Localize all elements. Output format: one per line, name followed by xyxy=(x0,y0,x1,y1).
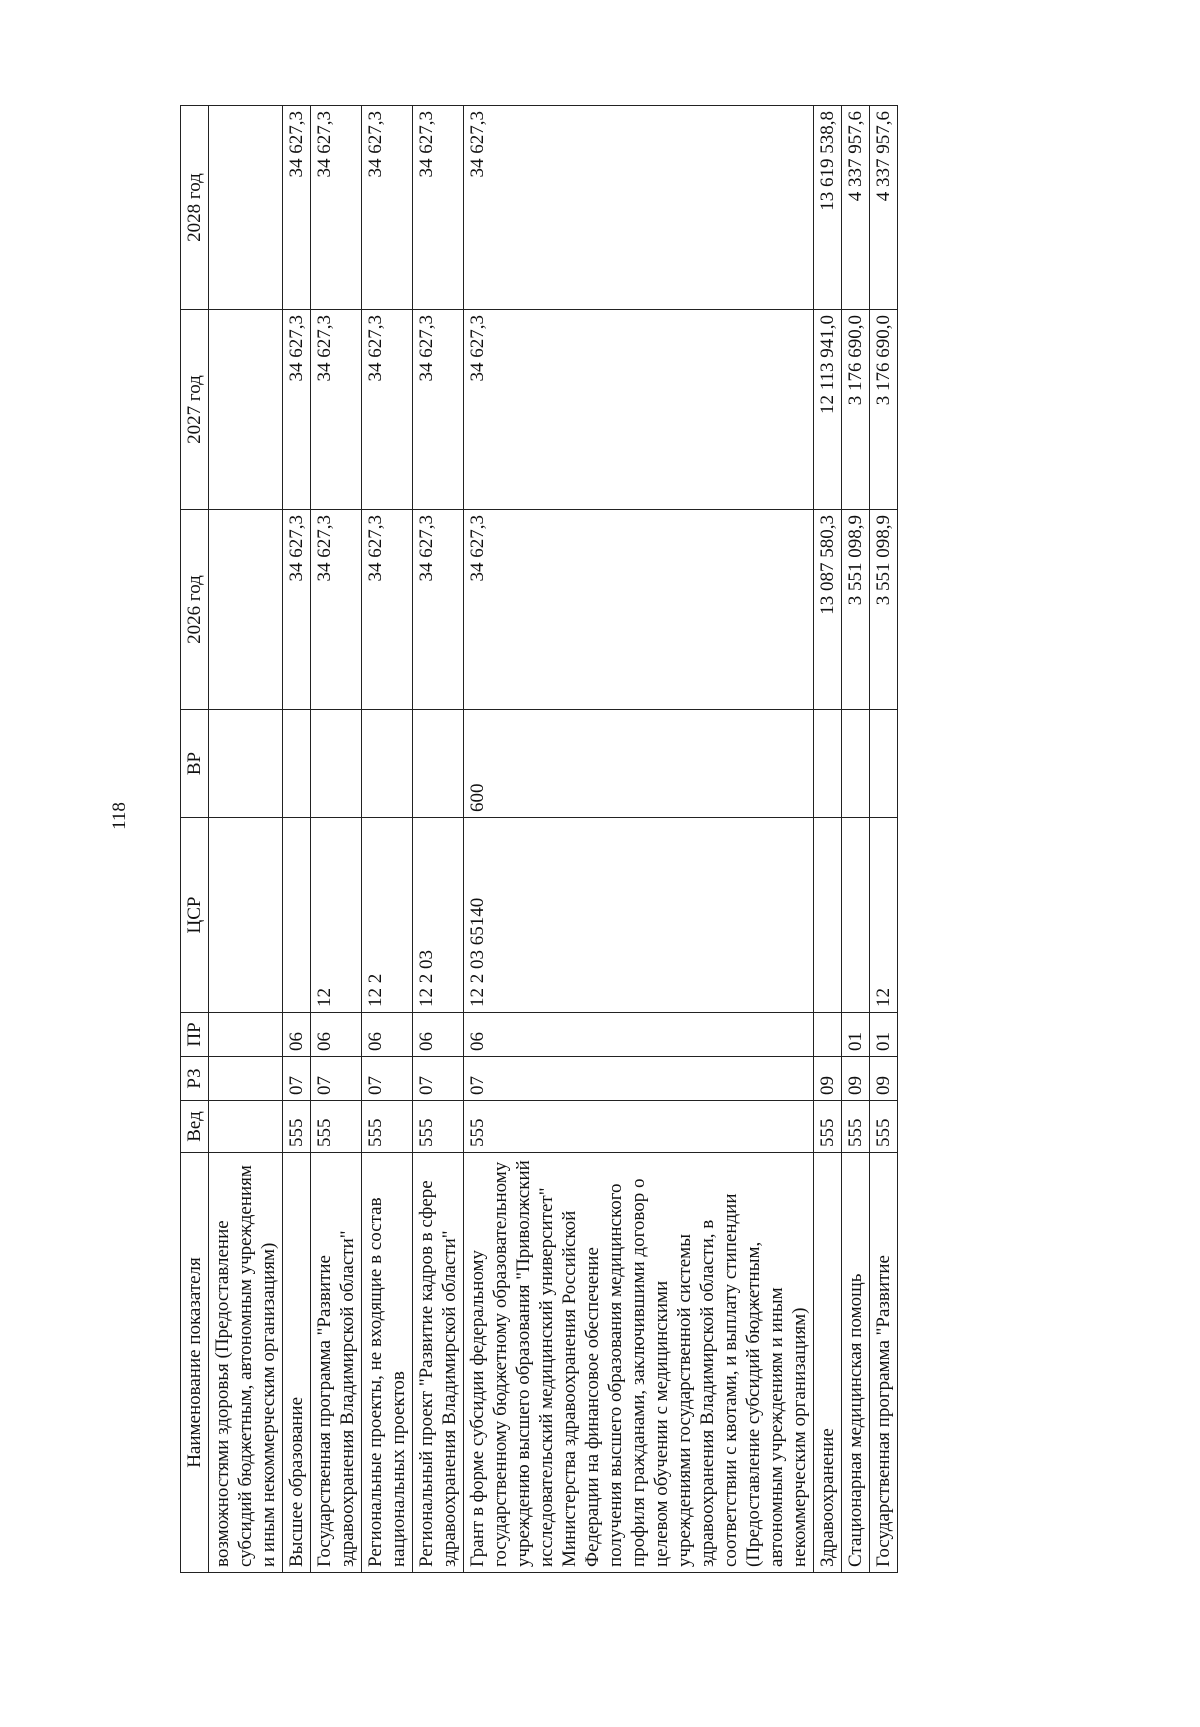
cell-pr xyxy=(814,1013,842,1057)
cell-2027: 12 113 941,0 xyxy=(814,310,842,510)
cell-vr xyxy=(362,710,413,818)
cell-ved: 555 xyxy=(842,1101,870,1153)
cell-ved: 555 xyxy=(870,1101,898,1153)
cell-rz: 07 xyxy=(311,1057,362,1101)
cell-csr xyxy=(814,818,842,1013)
table-row xyxy=(842,106,870,1573)
cell-name: возможностями здоровья (Предоставление субсидий бюджетным, автономным учреждениям и иным некоммерческим организациям) xyxy=(209,1153,283,1573)
header-rz: РЗ xyxy=(181,1057,209,1101)
cell-vr xyxy=(311,710,362,818)
cell-2027 xyxy=(209,310,283,510)
cell-ved: 555 xyxy=(464,1101,814,1153)
cell-vr: 600 xyxy=(464,710,814,818)
header-name: Наименование показателя xyxy=(181,1153,209,1573)
cell-2026 xyxy=(209,510,283,710)
cell-2026: 34 627,3 xyxy=(283,510,311,710)
header-vr: ВР xyxy=(181,710,209,818)
cell-2028: 34 627,3 xyxy=(464,106,814,310)
cell-rz xyxy=(209,1057,283,1101)
cell-rz: 07 xyxy=(413,1057,464,1101)
cell-pr: 06 xyxy=(464,1013,814,1057)
cell-2027: 34 627,3 xyxy=(283,310,311,510)
cell-vr xyxy=(842,710,870,818)
table-row xyxy=(362,106,413,1573)
cell-vr xyxy=(283,710,311,818)
cell-2028: 4 337 957,6 xyxy=(842,106,870,310)
cell-ved: 555 xyxy=(814,1101,842,1153)
cell-2026: 34 627,3 xyxy=(413,510,464,710)
cell-2026: 34 627,3 xyxy=(311,510,362,710)
cell-2026: 3 551 098,9 xyxy=(870,510,898,710)
rotated-table-container xyxy=(180,106,1152,1573)
cell-rz: 09 xyxy=(870,1057,898,1101)
header-2027: 2027 год xyxy=(181,310,209,510)
cell-rz: 09 xyxy=(842,1057,870,1101)
cell-pr xyxy=(209,1013,283,1057)
cell-2028: 34 627,3 xyxy=(362,106,413,310)
table-row xyxy=(870,106,898,1573)
cell-ved: 555 xyxy=(311,1101,362,1153)
cell-pr: 06 xyxy=(311,1013,362,1057)
cell-name: Региональный проект "Развитие кадров в сфере здравоохранения Владимирской области" xyxy=(413,1153,464,1573)
cell-csr: 12 2 xyxy=(362,818,413,1013)
budget-table xyxy=(180,105,898,1573)
cell-2028 xyxy=(209,106,283,310)
cell-rz: 07 xyxy=(362,1057,413,1101)
cell-ved: 555 xyxy=(413,1101,464,1153)
cell-2027: 3 176 690,0 xyxy=(870,310,898,510)
cell-ved xyxy=(209,1101,283,1153)
cell-2028: 13 619 538,8 xyxy=(814,106,842,310)
header-ved: Вед xyxy=(181,1101,209,1153)
cell-name: Региональные проекты, не входящие в состав национальных проектов xyxy=(362,1153,413,1573)
cell-pr: 06 xyxy=(283,1013,311,1057)
cell-rz: 07 xyxy=(283,1057,311,1101)
cell-pr: 06 xyxy=(413,1013,464,1057)
table-row xyxy=(283,106,311,1573)
cell-rz: 07 xyxy=(464,1057,814,1101)
cell-2027: 34 627,3 xyxy=(311,310,362,510)
cell-name: Стационарная медицинская помощь xyxy=(842,1153,870,1573)
header-2026: 2026 год xyxy=(181,510,209,710)
table-row xyxy=(311,106,362,1573)
cell-ved: 555 xyxy=(362,1101,413,1153)
cell-csr: 12 2 03 65140 xyxy=(464,818,814,1013)
cell-vr xyxy=(814,710,842,818)
table-header-row xyxy=(181,106,209,1573)
cell-name: Грант в форме субсидии федеральному государственному бюджетному образовательному учреждению высшего образования "Приволжский исследовательский медицинский университет" Министерства здравоохранения Российской Федерации на финансовое обеспечение получения высшего образования медицинского профиля гражданами, заключившими договор о целевом обучении с медицинскими учреждениями государственной системы здравоохранения Владимирской области, в соответствии с квотами, и выплату стипендии (Предоставление субсидий бюджетным, автономным учреждениям и иным некоммерческим организациям) xyxy=(464,1153,814,1573)
cell-2027: 3 176 690,0 xyxy=(842,310,870,510)
cell-csr xyxy=(842,818,870,1013)
cell-pr: 06 xyxy=(362,1013,413,1057)
cell-csr xyxy=(283,818,311,1013)
cell-2028: 34 627,3 xyxy=(413,106,464,310)
cell-rz: 09 xyxy=(814,1057,842,1101)
header-pr: ПР xyxy=(181,1013,209,1057)
page-number: 118 xyxy=(109,802,130,830)
cell-csr: 12 2 03 xyxy=(413,818,464,1013)
cell-2026: 13 087 580,3 xyxy=(814,510,842,710)
cell-2028: 4 337 957,6 xyxy=(870,106,898,310)
cell-name: Государственная программа "Развитие здравоохранения Владимирской области" xyxy=(311,1153,362,1573)
table-row xyxy=(814,106,842,1573)
cell-csr: 12 xyxy=(311,818,362,1013)
table-row xyxy=(209,106,283,1573)
cell-2027: 34 627,3 xyxy=(413,310,464,510)
table-row xyxy=(413,106,464,1573)
cell-name: Государственная программа "Развитие xyxy=(870,1153,898,1573)
header-csr: ЦСР xyxy=(181,818,209,1013)
cell-2027: 34 627,3 xyxy=(464,310,814,510)
cell-vr xyxy=(413,710,464,818)
cell-pr: 01 xyxy=(842,1013,870,1057)
cell-ved: 555 xyxy=(283,1101,311,1153)
cell-2027: 34 627,3 xyxy=(362,310,413,510)
cell-name: Здравоохранение xyxy=(814,1153,842,1573)
cell-2028: 34 627,3 xyxy=(283,106,311,310)
cell-vr xyxy=(870,710,898,818)
table-row xyxy=(464,106,814,1573)
cell-name: Высшее образование xyxy=(283,1153,311,1573)
cell-2026: 3 551 098,9 xyxy=(842,510,870,710)
cell-pr: 01 xyxy=(870,1013,898,1057)
cell-csr: 12 xyxy=(870,818,898,1013)
cell-vr xyxy=(209,710,283,818)
cell-2028: 34 627,3 xyxy=(311,106,362,310)
cell-2026: 34 627,3 xyxy=(362,510,413,710)
header-2028: 2028 год xyxy=(181,106,209,310)
cell-csr xyxy=(209,818,283,1013)
cell-2026: 34 627,3 xyxy=(464,510,814,710)
